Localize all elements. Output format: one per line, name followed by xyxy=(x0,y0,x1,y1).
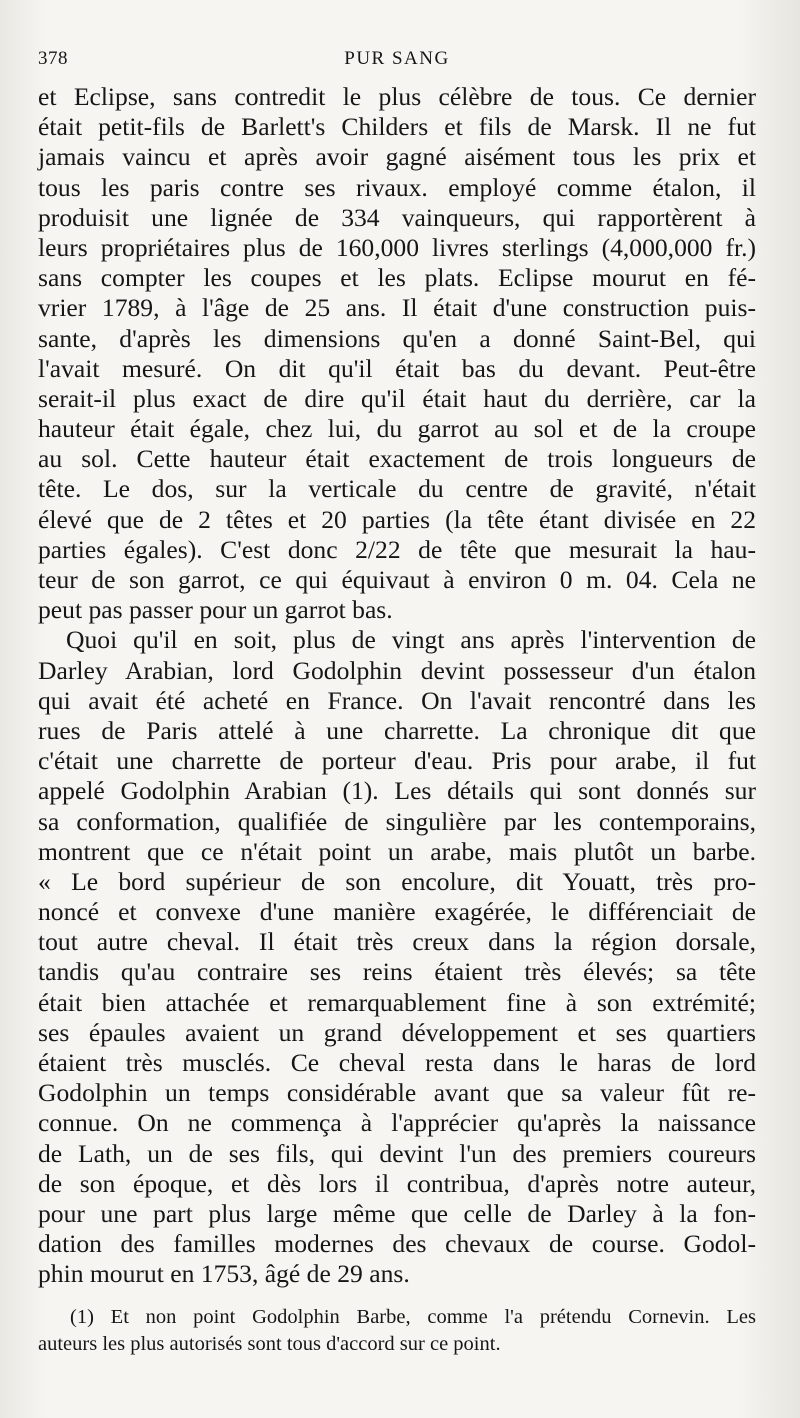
text-line: teur de son garrot, ce qui équivaut à environ 0 m. 04. Cela ne xyxy=(38,565,756,594)
text-line: dation des familles modernes des chevaux de course. Godol- xyxy=(38,1229,756,1259)
text-line: Darley Arabian, lord Godolphin devint possesseur d'un étalon xyxy=(38,655,756,685)
paragraph-godolphin xyxy=(38,625,756,1289)
text-line: et Eclipse, sans contredit le plus célèbre de tous. Ce dernier xyxy=(38,82,756,111)
page-number: 378 xyxy=(38,48,68,69)
text-line: était petit-fils de Barlett's Childers et fils de Marsk. Il ne fut xyxy=(38,112,756,142)
page-header xyxy=(38,46,756,80)
paragraph-eclipse xyxy=(38,82,756,625)
text-line: « Le bord supérieur de son encolure, dit Youatt, très pro- xyxy=(38,866,756,896)
text-line: leurs propriétaires plus de 160,000 livres sterlings (4,000,000 fr.) xyxy=(38,232,756,262)
text-line: tout autre cheval. Il était très creux dans la région dorsale, xyxy=(38,927,756,957)
footnote xyxy=(38,1304,756,1358)
text-line: connue. On ne commença à l'apprécier qu'après la naissance xyxy=(38,1108,756,1138)
text-line: tête. Le dos, sur la verticale du centre de gravité, n'était xyxy=(38,474,756,504)
footnote-line: auteurs les plus autorisés sont tous d'accord sur ce point. xyxy=(38,1332,501,1355)
text-line: étaient très musclés. Ce cheval resta dans le haras de lord xyxy=(38,1048,756,1077)
text-line: vrier 1789, à l'âge de 25 ans. Il était d'une construction puis- xyxy=(38,293,756,323)
text-line: sa conformation, qualifiée de singulière par les contemporains, xyxy=(38,806,756,836)
text-line: hauteur était égale, chez lui, du garrot au sol et de la croupe xyxy=(38,414,756,444)
text-line: était bien attachée et remarquablement fine à son extrémité; xyxy=(38,987,756,1017)
text-line: peut pas passer pour un garrot bas. xyxy=(38,595,393,625)
text-line: rues de Paris attelé à une charrette. La chronique dit que xyxy=(38,715,756,745)
text-line: Godolphin un temps considérable avant que sa valeur fût re- xyxy=(38,1078,756,1108)
text-line: sante, d'après les dimensions qu'en a donné Saint-Bel, qui xyxy=(38,323,756,353)
running-title: PUR SANG xyxy=(344,48,450,69)
footnote-line: (1) Et non point Godolphin Barbe, comme l'a prétendu Cornevin. Les xyxy=(70,1305,756,1328)
text-line: l'avait mesuré. On dit qu'il était bas du devant. Peut-être xyxy=(38,353,756,383)
text-line: de son époque, et dès lors il contribua, d'après notre auteur, xyxy=(38,1168,756,1198)
text-line: jamais vaincu et après avoir gagné aisément tous les prix et xyxy=(38,142,756,172)
text-line: tandis qu'au contraire ses reins étaient très élevés; sa tête xyxy=(38,957,756,987)
text-line: pour une part plus large même que celle de Darley à la fon- xyxy=(38,1198,756,1228)
text-line: sans compter les coupes et les plats. Eclipse mourut en fé- xyxy=(38,263,756,293)
text-line: noncé et convexe d'une manière exagérée, le différenciait de xyxy=(38,897,756,927)
text-line: montrent que ce n'était point un arabe, mais plutôt un barbe. xyxy=(38,836,756,866)
text-line: tous les paris contre ses rivaux. employé comme étalon, il xyxy=(38,172,756,202)
text-line: phin mourut en 1753, âgé de 29 ans. xyxy=(38,1259,410,1289)
text-line: au sol. Cette hauteur était exactement de trois longueurs de xyxy=(38,444,756,474)
text-line: parties égales). C'est donc 2/22 de tête que mesurait la hau- xyxy=(38,534,756,564)
text-line: Quoi qu'il en soit, plus de vingt ans après l'intervention de xyxy=(66,625,756,655)
text-line: produisit une lignée de 334 vainqueurs, qui rapportèrent à xyxy=(38,202,756,232)
text-line: c'était une charrette de porteur d'eau. Pris pour arabe, il fut xyxy=(38,746,756,776)
text-line: serait-il plus exact de dire qu'il était haut du derrière, car la xyxy=(38,383,756,413)
text-line: qui avait été acheté en France. On l'avait rencontré dans les xyxy=(38,685,756,715)
text-line: ses épaules avaient un grand développement et ses quartiers xyxy=(38,1017,756,1047)
text-line: appelé Godolphin Arabian (1). Les détails qui sont donnés sur xyxy=(38,776,756,806)
text-line: élevé que de 2 têtes et 20 parties (la tête étant divisée en 22 xyxy=(38,504,756,534)
text-line: de Lath, un de ses fils, qui devint l'un des premiers coureurs xyxy=(38,1138,756,1168)
body-text xyxy=(38,82,756,1290)
